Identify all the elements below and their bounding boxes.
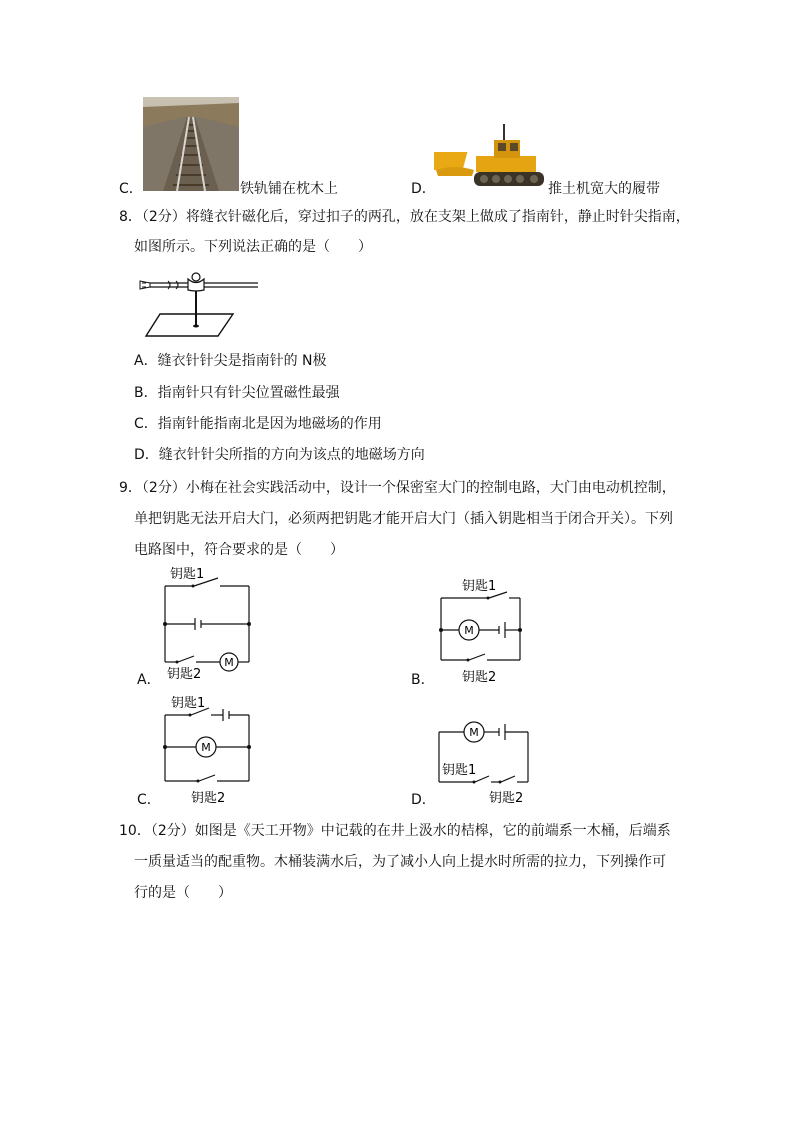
- q7-option-c-letter: C．: [119, 181, 143, 197]
- circuit-b-key1: 钥匙1: [462, 579, 497, 594]
- q7-option-d-text: 推土机宽大的履带: [548, 181, 660, 197]
- q10-stem-line1: 10．（2分）如图是《天工开物》中记载的在井上汲水的桔槔，它的前端系一木桶，后端系: [119, 823, 671, 839]
- circuit-a: [160, 562, 260, 682]
- q9-option-a-letter: A．: [137, 672, 161, 688]
- q9-option-d-letter: D．: [411, 792, 436, 808]
- circuit-c-motor: M: [201, 741, 211, 754]
- circuit-a-key1: 钥匙1: [170, 567, 205, 582]
- bulldozer-photo: [434, 120, 548, 192]
- q7-option-c-text: 铁轨铺在枕木上: [240, 181, 338, 197]
- circuit-b: [437, 574, 527, 684]
- railway-photo: [143, 97, 239, 191]
- circuit-c-key2: 钥匙2: [191, 791, 226, 806]
- q9-stem-line2: 单把钥匙无法开启大门，必须两把钥匙才能开启大门（插入钥匙相当于闭合开关）。下列: [134, 511, 673, 527]
- compass-needle-figure: [138, 268, 260, 340]
- q9-option-b-letter: B．: [411, 672, 435, 688]
- q8-stem-line1: 8．（2分）将缝衣针磁化后，穿过扣子的两孔，放在支架上做成了指南针，静止时针尖指南，: [119, 209, 690, 225]
- circuit-b-motor: M: [464, 624, 474, 637]
- circuit-d-motor: M: [469, 726, 479, 739]
- q9-stem-line3: 电路图中，符合要求的是（ ）: [134, 542, 344, 558]
- q9-stem-line1: 9．（2分）小梅在社会实践活动中，设计一个保密室大门的控制电路，大门由电动机控制，: [119, 480, 676, 496]
- circuit-a-key2: 钥匙2: [167, 667, 202, 682]
- circuit-b-key2: 钥匙2: [462, 670, 497, 684]
- q8-option-d: D．缝衣针针尖所指的方向为该点的地磁场方向: [134, 447, 425, 463]
- circuit-d-key2: 钥匙2: [489, 791, 524, 806]
- circuit-c: [161, 691, 261, 807]
- q8-option-a: A．缝衣针针尖是指南针的 N极: [134, 353, 327, 369]
- q8-option-c: C．指南针能指南北是因为地磁场的作用: [134, 416, 382, 432]
- q9-option-c-letter: C．: [137, 792, 161, 808]
- q8-stem-line2: 如图所示。下列说法正确的是（ ）: [134, 239, 372, 255]
- circuit-c-key1: 钥匙1: [171, 696, 206, 711]
- q10-stem-line3: 行的是（ ）: [134, 885, 232, 901]
- circuit-d-key1: 钥匙1: [442, 763, 477, 778]
- circuit-d: [435, 718, 535, 810]
- q10-stem-line2: 一质量适当的配重物。木桶装满水后，为了减小人向上提水时所需的拉力，下列操作可: [134, 854, 666, 870]
- q8-option-b: B．指南针只有针尖位置磁性最强: [134, 385, 340, 401]
- circuit-a-motor: M: [224, 656, 234, 669]
- q7-option-d-letter: D．: [411, 181, 436, 197]
